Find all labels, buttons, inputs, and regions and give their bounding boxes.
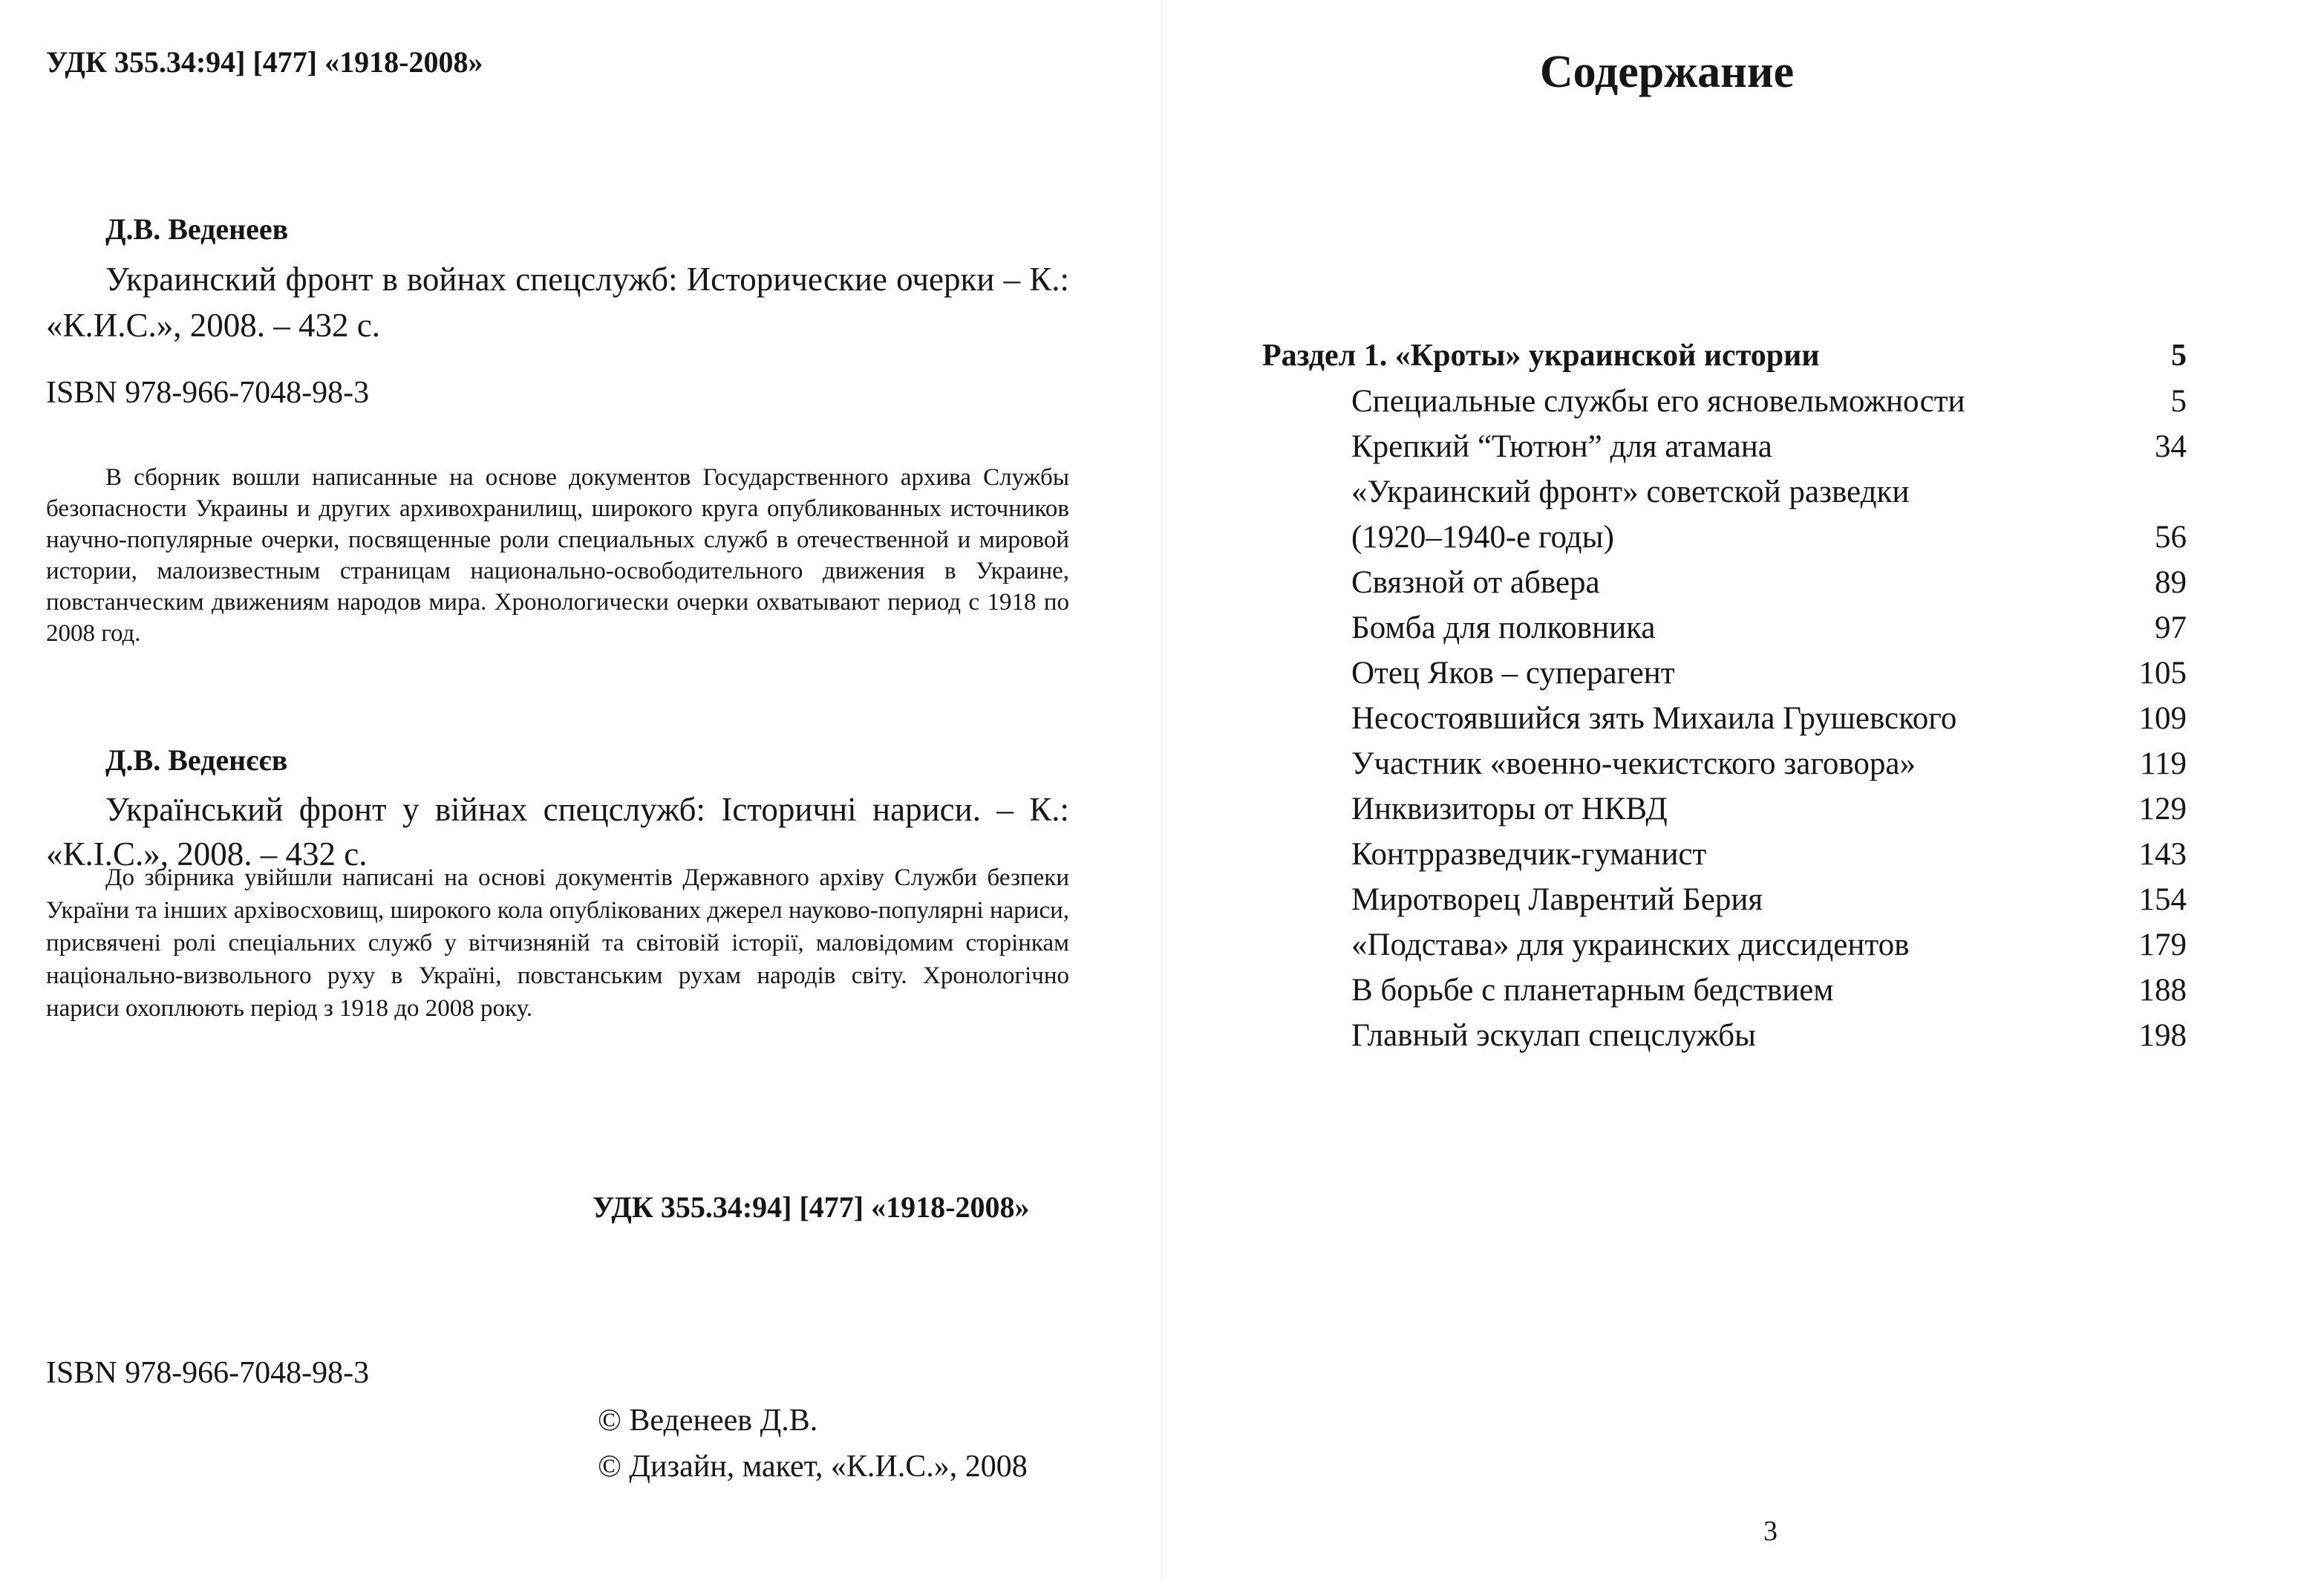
toc-entry-label: Связной от абвера [1351, 565, 1600, 600]
toc-entry-label: Главный эскулап спецслужбы [1351, 1018, 1756, 1053]
bibliographic-citation-ru: Украинский фронт в войнах спецслужб: Исторические очерки – К.: «К.И.С.», 2008. – 432 с. [46, 261, 1069, 344]
toc-entry-page: 188 [2138, 973, 2187, 1008]
annotation-ru: В сборник вошли написанные на основе документов Государственного архива Службы безопасности Украины и других архивохранилищ, широкого круга опубликованных источников научно-популярные очерки, посвященные роли специальных служб в отечественной и мировой истории, малоизвестным страницам национально-освободительного движения в Украине, повстанческим движениям народов мира. Хронологически очерки охватывают период с 1918 по 2008 год. [46, 464, 1069, 647]
toc-entry-page: 154 [2138, 882, 2187, 917]
toc-entry[interactable] [1262, 424, 2187, 469]
toc-entry[interactable] [1262, 469, 2187, 560]
copyright-block [598, 1398, 1028, 1490]
toc-entry-page: 129 [2138, 792, 2187, 827]
toc-entry[interactable] [1262, 651, 2187, 696]
annotation-ua: До збірника увійшли написані на основі документів Державного архіву Служби безпеки України та інших архівосховищ, широкого кола опублікованих джерел науково-популярні нариси, присвячені ролі спеціальних служб у вітчизняній та світовій історії, маловідомим сторінкам національно-визвольного руху в Україні, повстанським рухам народів світу. Хронологічно нариси охоплюють період з 1918 до 2008 року. [46, 864, 1069, 1022]
toc-entry[interactable] [1262, 877, 2187, 922]
toc-section-page: 5 [2171, 339, 2187, 373]
toc-entry-page: 143 [2138, 837, 2187, 872]
toc-entry[interactable] [1262, 379, 2187, 424]
toc-entry-label: Инквизиторы от НКВД [1351, 792, 1668, 827]
author-name-ru: Д.В. Веденеев [105, 212, 289, 246]
toc-entry[interactable] [1262, 741, 2187, 786]
toc-entry-label: Несостоявшийся зять Михаила Грушевского [1351, 701, 1957, 736]
toc-entry[interactable] [1262, 560, 2187, 605]
toc-entry-label: Участник «военно-чекистского заговора» [1351, 746, 1916, 781]
toc-entry-page: 5 [2170, 384, 2187, 419]
toc-entry[interactable] [1262, 786, 2187, 832]
toc-section-label: Раздел 1. «Кроты» украинской истории [1262, 339, 1820, 373]
isbn-top: ISBN 978-966-7048-98-3 [46, 376, 370, 410]
toc-entry-label-line2: (1920–1940-е годы) [1351, 520, 1614, 555]
toc-entry-page: 179 [2138, 928, 2187, 962]
toc-entry-page: 198 [2138, 1018, 2187, 1053]
toc-entry-label: Специальные службы его ясновельможности [1351, 384, 1965, 419]
toc-entry[interactable] [1262, 696, 2187, 741]
toc-entry-label: Миротворец Лаврентий Берия [1351, 882, 1763, 917]
table-of-contents [1262, 333, 2187, 1058]
toc-section-heading[interactable] [1262, 333, 2187, 379]
page-number: 3 [1763, 1516, 1778, 1547]
udk-code-bottom: УДК 355.34:94] [477] «1918-2008» [593, 1190, 1030, 1224]
toc-entry-label: Контрразведчик-гуманист [1351, 837, 1707, 872]
toc-entry[interactable] [1262, 832, 2187, 877]
copyright-author: © Веденеев Д.В. [598, 1404, 818, 1438]
toc-entry-label: Бомба для полковника [1351, 610, 1656, 645]
toc-entry-page: 105 [2138, 656, 2187, 691]
toc-entry-page: 56 [2155, 520, 2187, 555]
toc-entry-label: Отец Яков – суперагент [1351, 656, 1675, 691]
toc-entry[interactable] [1262, 968, 2187, 1013]
toc-entry-page: 89 [2155, 565, 2187, 600]
toc-entry-page: 109 [2138, 701, 2187, 736]
copyright-design: © Дизайн, макет, «К.И.С.», 2008 [598, 1450, 1028, 1484]
toc-entry[interactable] [1262, 922, 2187, 968]
toc-entry-page: 97 [2155, 610, 2187, 645]
toc-title: Содержание [1539, 47, 1795, 97]
udk-code-top: УДК 355.34:94] [477] «1918-2008» [46, 45, 483, 79]
author-name-ua: Д.В. Веденєєв [105, 743, 288, 777]
toc-entry-page: 119 [2140, 746, 2187, 781]
toc-entry-label: В борьбе с планетарным бедствием [1351, 973, 1834, 1008]
isbn-bottom: ISBN 978-966-7048-98-3 [46, 1356, 370, 1390]
toc-entry-label [1351, 469, 1909, 560]
toc-entry[interactable] [1262, 1013, 2187, 1058]
toc-entry[interactable] [1262, 605, 2187, 651]
toc-entry-page: 34 [2155, 429, 2187, 464]
bibliographic-citation-ua: Український фронт у війнах спецслужб: Історичні нариси. – К.: «К.І.С.», 2008. – 432 с. [46, 791, 1069, 873]
right-page [1162, 0, 2324, 1581]
toc-entry-label-line1: «Украинский фронт» советской разведки [1351, 475, 1910, 509]
toc-entry-label: Крепкий “Тютюн” для атамана [1351, 429, 1772, 464]
toc-entry-label: «Подстава» для украинских диссидентов [1351, 928, 1910, 962]
